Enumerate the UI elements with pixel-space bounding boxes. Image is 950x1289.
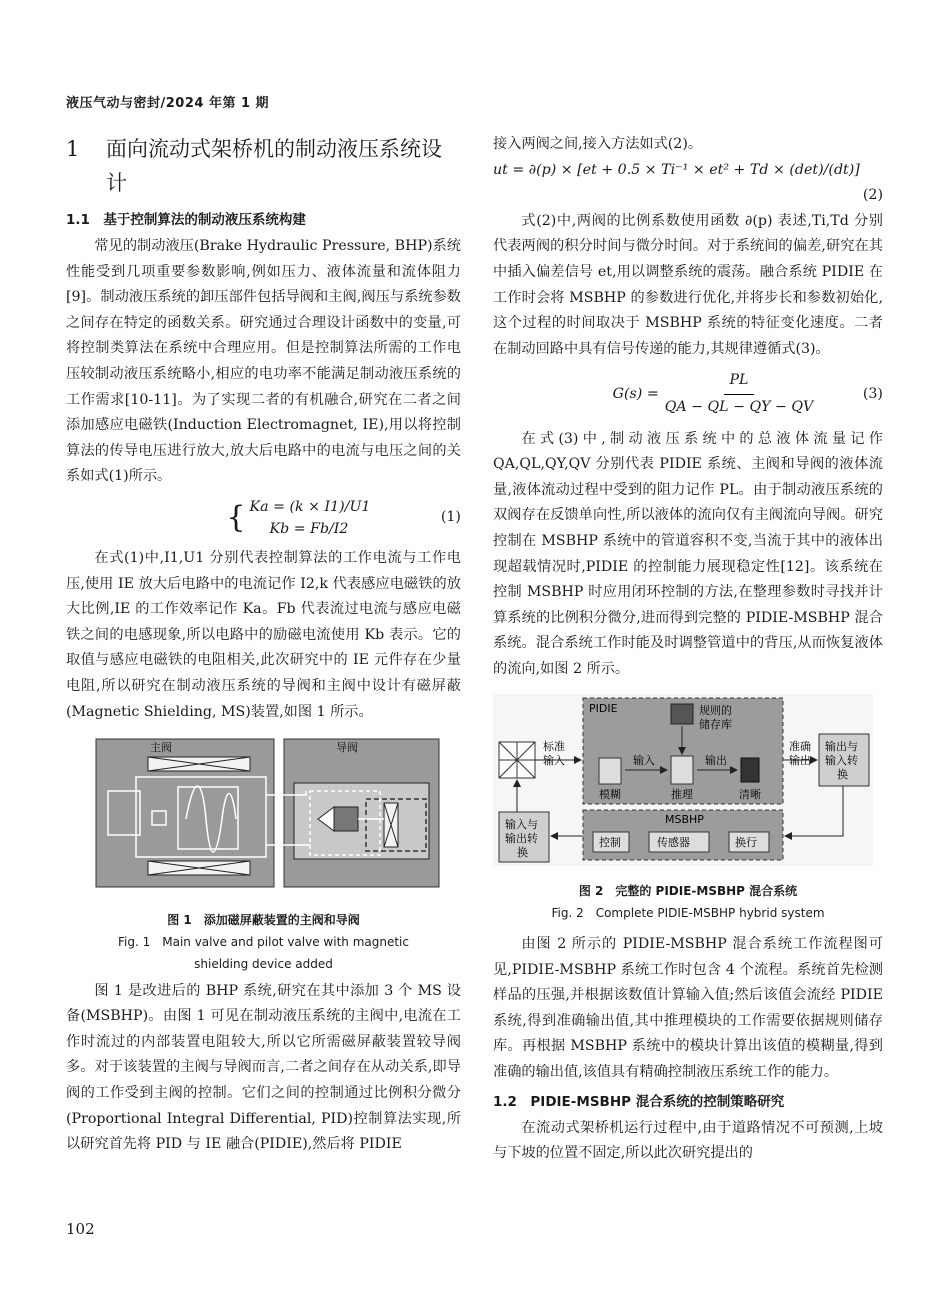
paragraph: 常见的制动液压(Brake Hydraulic Pressure, BHP)系统性能受到几项重要参数影响,例如压力、液体流量和流体阻力[9]。制动液压系统的卸压部件包括导阀和主阀,阀压与系统参数之间存在特定的函数关系。研究通过合理设计函数中的变量,可将控制类算法在系统中合理应用。但是控制算法所需的工作电压较制动液压系统略小,相应的电功率不能满足制动液压系统的工作需求[10-11]。为了实现二者的有机融合,研究在二者之间添加感应电磁铁(Induction Electromagnet, IE),用以将控制算法的传导电压进行放大,放大后电路中的电流与电压之间的关系如式(1)所示。: [66, 238, 461, 485]
equation-3-fraction: [665, 368, 814, 420]
equation-3: [493, 368, 883, 420]
fig1-pilot-valve-label: 导阀: [336, 741, 358, 755]
equation-3-lhs: G(s) =: [612, 385, 659, 402]
paragraph: 在式(3)中,制动液压系统中的总液体流量记作 QA,QL,QY,QV 分别代表 PIDIE 系统、主阀和导阀的液体流量,液体流动过程中受到的阻力记作 PL。由于制动液压系统的双阀存在反馈单向性,所以液体的流向仅有主阀流向导阀。研究控制在 MSBHP 系统中的管道容积不变,当流于其中的液体出现超载情况时,PIDIE 的控制能力展现稳定性[12]。该系统在控制 MSBHP 时应用闭环控制的方法,在整理参数时寻找并计算系统的比例积分微分,进而得到完整的 PIDIE-MSBHP 混合系统。混合系统工作时能及时调整管道中的背压,从而恢复液体的流向,如图 2 所示。: [493, 430, 883, 677]
fig2-infer: 推理: [671, 788, 693, 802]
equation-3-denominator: QA − QL − QY − QV: [664, 398, 814, 415]
fig2-rules-2: 储存库: [699, 718, 732, 732]
equation-3-number: (3): [862, 385, 883, 402]
figure-1-caption-cn: 图 1 添加磁屏蔽装置的主阀和导阀: [167, 912, 360, 927]
equation-2-number: (2): [862, 187, 883, 204]
paragraph: 由图 2 所示的 PIDIE-MSBHP 混合系统工作流程图可见,PIDIE-MSBHP 系统工作时包含 4 个流程。系统首先检测样品的压强,并根据该数值计算输入值;然后该值会流经 PIDIE 系统,得到准确输出值,其中推理模块的工作需要依据规则储存库。再根据 MSBHP 系统中的模块计算出该值的模糊量,得到准确的输出值,该值具有精确控制液压系统工作的能力。: [493, 936, 883, 1081]
fuzzy-icon: [599, 758, 621, 784]
fig2-input: 输入: [633, 754, 655, 768]
paragraph: 在流动式架桥机运行过程中,由于道路情况不可预测,上坡与下坡的位置不固定,所以此次研究提出的: [493, 1119, 883, 1162]
fig2-std-in-1: 标准: [543, 740, 565, 754]
equation-3-numerator: PL: [724, 368, 755, 395]
section-title-text: 面向流动式架桥机的制动液压系统设计: [106, 137, 442, 195]
figure-2-caption-en: Fig. 2 Complete PIDIE-MSBHP hybrid system: [551, 906, 825, 921]
fig2-io-2: 输入转: [825, 754, 858, 768]
figure-1: [66, 735, 461, 905]
fig2-sensor: 传感器: [657, 836, 690, 850]
fig2-msbhp-label: MSBHP: [665, 813, 704, 827]
fig2-io-1: 输出与: [825, 740, 858, 754]
equation-1: { Ka = (k × I1)/U1 Kb = Fb/I2 (1): [66, 496, 461, 540]
fig2-control: 控制: [599, 836, 621, 850]
valve-diagram: [66, 735, 461, 895]
paragraph: 在式(1)中,I1,U1 分别代表控制算法的工作电流与工作电压,使用 IE 放大后电路中的电流记作 I2,k 代表感应电磁铁的放大比例,IE 的工作效率记作 Ka。Fb 代表流过电流与感应电磁铁之间的电感现象,所以电路中的励磁电流使用 Kb 表示。它的取值与感应电磁铁的电阻相关,此次研究中的 IE 元件存在少量电阻,所以研究在制动液压系统的导阀和主阀中设计有磁屏蔽(Magnetic Shielding, MS)装置,如图 1 所示。: [66, 549, 461, 720]
fig2-exec: 换行: [735, 836, 757, 850]
figure-1-caption-en-2: shielding device added: [194, 956, 333, 971]
subsection-title-1-1: 1.1 基于控制算法的制动液压系统构建: [66, 212, 306, 228]
figure-2: [493, 694, 883, 876]
equation-1-line-b: Kb = Fb/I2: [269, 520, 349, 537]
fig2-pidie-label: PIDIE: [589, 702, 618, 716]
paragraph: 图 1 是改进后的 BHP 系统,研究在其中添加 3 个 MS 设备(MSBHP)。由图 1 可见在制动液压系统的主阀中,电流在工作时流过的内部装置电阻较大,所以它所需磁屏蔽装置较导阀多。对于该装置的主阀与导阀而言,二者之间存在从动关系,即导阀的工作受到主阀的控制。它们之间的控制通过比例积分微分(Proportional Integral Differential, PID)控制算法实现,所以研究首先将 PID 与 IE 融合(PIDIE),然后将 PIDIE: [66, 982, 461, 1153]
equation-2-body: ut = ∂(p) × [et + 0.5 × Ti⁻¹ × et² + Td × (det)/(dt)]: [493, 161, 860, 178]
hybrid-system-diagram: [493, 694, 873, 866]
paragraph: 接入两阀之间,接入方法如式(2)。: [493, 136, 703, 152]
section-title: [66, 132, 461, 200]
fig2-oi-1: 输入与: [505, 818, 538, 832]
fig2-rules-1: 规则的: [699, 704, 732, 718]
right-column: [493, 132, 883, 1167]
rule-store-icon: [671, 704, 693, 724]
equation-2: [493, 158, 883, 184]
fig2-fuzzy: 模糊: [599, 788, 621, 802]
left-column: [66, 132, 461, 1158]
equation-1-line-a: Ka = (k × I1)/U1: [249, 498, 371, 515]
figure-2-caption-cn: 图 2 完整的 PIDIE-MSBHP 混合系统: [578, 884, 798, 899]
subsection-title-1-2: 1.2 PIDIE-MSBHP 混合系统的控制策略研究: [493, 1093, 785, 1110]
page-number: 102: [66, 1220, 95, 1238]
fig1-main-valve-label: 主阀: [150, 741, 172, 755]
fig2-oi-3: 换: [517, 846, 528, 860]
fig2-acc-2: 输出: [789, 754, 811, 768]
fig2-output: 输出: [705, 754, 727, 768]
section-number: 1: [66, 137, 80, 161]
paragraph: 式(2)中,两阀的比例系数使用函数 ∂(p) 表述,Ti,Td 分别代表两阀的积分时间与微分时间。对于系统间的偏差,研究在其中插入偏差信号 et,用以调整系统的震荡。融合系统 PIDIE 在工作时会将 MSBHP 的参数进行优化,并将步长和参数初始化,这个过程的时间取决于 MSBHP 系统的特征变化速度。二者在制动回路中具有信号传递的能力,其规律遵循式(3)。: [493, 212, 883, 357]
fig2-clear: 清晰: [739, 788, 761, 802]
fig2-io-3: 换: [837, 768, 848, 782]
figure-1-caption-en-1: Fig. 1 Main valve and pilot valve with magnetic: [118, 934, 409, 949]
equation-1-number: (1): [440, 509, 461, 526]
infer-icon: [671, 756, 693, 784]
fig2-oi-2: 输出转: [505, 832, 538, 846]
running-header: 液压气动与密封/2024 年第 1 期: [66, 96, 270, 111]
fig2-std-in-2: 输入: [543, 754, 565, 768]
clear-icon: [741, 758, 759, 782]
fig2-acc-1: 准确: [789, 740, 811, 754]
